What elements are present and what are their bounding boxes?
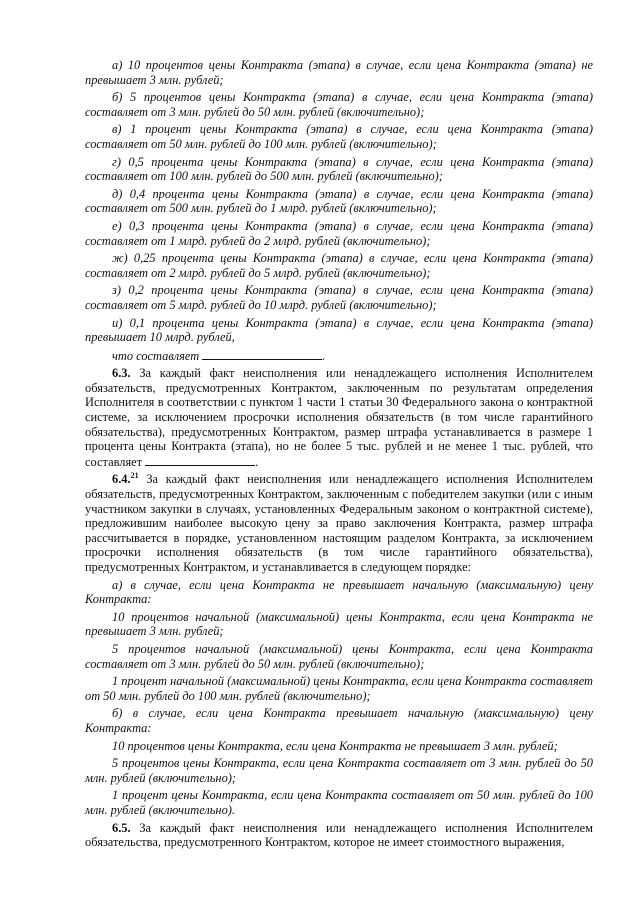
clause-6-4-sub-b-item: 1 процент цены Контракта, если цена Контракта составляет от 50 млн. рублей до 100 млн. рублей (включительно).: [85, 788, 593, 817]
clause-6-4-sub-a-item: 1 процент начальной (максимальной) цены Контракта, если цена Контракта составляет от 50 млн. рублей до 100 млн. рублей (включительно);: [85, 674, 593, 703]
penalty-item-b: б) 5 процентов цены Контракта (этапа) в случае, если цена Контракта (этапа) составляет от 3 млн. рублей до 50 млн. рублей (включительно);: [85, 90, 593, 119]
amount-label: что составляет: [112, 348, 200, 363]
clause-6-4-sub-a-item: 5 процентов начальной (максимальной) цены Контракта, если цена Контракта составляет от 3 млн. рублей до 50 млн. рублей (включительно);: [85, 641, 593, 671]
footnote-ref: 21: [130, 471, 139, 481]
clause-6-4-sub-b-item: 10 процентов цены Контракта, если цена Контракта не превышает 3 млн. рублей;: [112, 738, 558, 753]
document-page: [85, 58, 593, 853]
penalty-item-a: а) 10 процентов цены Контракта (этапа) в случае, если цена Контракта (этапа) не превышает 3 млн. рублей;: [85, 58, 593, 87]
clause-6-4-sub-b: б) в случае, если цена Контракта превышает начальную (максимальную) цену Контракта:: [85, 706, 593, 735]
amount-blank: [202, 348, 322, 360]
penalty-item-z: з) 0,2 процента цены Контракта (этапа) в случае, если цена Контракта (этапа) составляет от 5 млрд. рублей до 10 млрд. рублей (включительно);: [85, 283, 593, 312]
clause-6-5-text: За каждый факт неисполнения или ненадлежащего исполнения Исполнителем обязательства, предусмотренного Контрактом, которое не имеет стоимостного выражения,: [85, 820, 593, 850]
clause-6-4: [85, 472, 593, 574]
penalty-item-i: и) 0,1 процента цены Контракта (этапа) в случае, если цена Контракта (этапа) превышает 10 млрд. рублей,: [85, 315, 593, 345]
penalty-item-g: г) 0,5 процента цены Контракта (этапа) в случае, если цена Контракта (этапа) составляет от 100 млн. рублей до 500 млн. рублей (включительно);: [85, 154, 593, 184]
penalty-item-d: д) 0,4 процента цены Контракта (этапа) в случае, если цена Контракта (этапа) составляет от 500 млн. рублей до 1 млрд. рублей (включительно);: [85, 186, 593, 216]
clause-6-3-number: 6.3.: [112, 366, 131, 381]
clause-6-5: [85, 821, 593, 850]
clause-6-4-text: За каждый факт неисполнения или ненадлежащего исполнения Исполнителем обязательств, предусмотренных Контрактом, заключенным с победителем закупки (или с иным участником закупки в случаях, установленных Федеральным законом о контрактной системе), предложившим наиболее высокую цену за право заключения Контракта, размер штрафа рассчитывается в порядке, установленном настоящим разделом Контракта, за исключением просрочки исполнения обязательств (в том числе гарантийного обязательства), предусмотренных Контрактом, и устанавливается в следующем порядке:: [85, 472, 593, 574]
penalty-item-zh: ж) 0,25 процента цены Контракта (этапа) в случае, если цена Контракта (этапа) составляет от 2 млрд. рублей до 5 млрд. рублей (включительно);: [85, 251, 593, 280]
clause-6-4-sub-a-item: 10 процентов начальной (максимальной) цены Контракта, если цена Контракта не превышает 3 млн. рублей;: [85, 609, 593, 639]
clause-6-4-sub-a: а) в случае, если цена Контракта не превышает начальную (максимальную) цену Контракта:: [85, 577, 593, 607]
clause-6-5-number: 6.5.: [112, 820, 131, 835]
amount-line: что составляет .: [112, 348, 326, 363]
penalty-item-v: в) 1 процент цены Контракта (этапа) в случае, если цена Контракта (этапа) составляет от 50 млн. рублей до 100 млн. рублей (включительно);: [85, 122, 593, 151]
penalty-item-e: е) 0,3 процента цены Контракта (этапа) в случае, если цена Контракта (этапа) составляет от 1 млрд. рублей до 2 млрд. рублей (включительно);: [85, 218, 593, 248]
clause-6-3-text: За каждый факт неисполнения или ненадлежащего исполнения Исполнителем обязательств, предусмотренных Контрактом, заключенным по результатам определения Исполнителя в соответствии с пунктом 1 части 1 статьи 30 Федерального закона о контрактной системе, за исключением просрочки исполнения обязательств (в том числе гарантийного обязательства), предусмотренных Контрактом, размер штрафа устанавливается в размере 1 процента цены Контракта (этапа), но не более 5 тыс. рублей и не менее 1 тыс. рублей, что составляет: [85, 366, 593, 469]
clause-6-3: 6.3. За каждый факт неисполнения или ненадлежащего исполнения Исполнителем обязательств, предусмотренных Контрактом, заключенным по результатам определения Исполнителя в соответствии с пунктом 1 части 1 статьи 30 Федерального закона о контрактной системе, за исключением просрочки исполнения обязательств (в том числе гарантийного обязательства), предусмотренных Контрактом, размер штрафа устанавливается в размере 1 процента цены Контракта (этапа), но не более 5 тыс. рублей и не менее 1 тыс. рублей, что составляет .: [85, 366, 593, 469]
clause-6-4-number: 6.4.: [112, 472, 131, 487]
clause-6-3-blank: [145, 454, 255, 466]
clause-6-4-sub-b-item: 5 процентов цены Контракта, если цена Контракта составляет от 3 млн. рублей до 50 млн. рублей (включительно);: [85, 756, 593, 785]
